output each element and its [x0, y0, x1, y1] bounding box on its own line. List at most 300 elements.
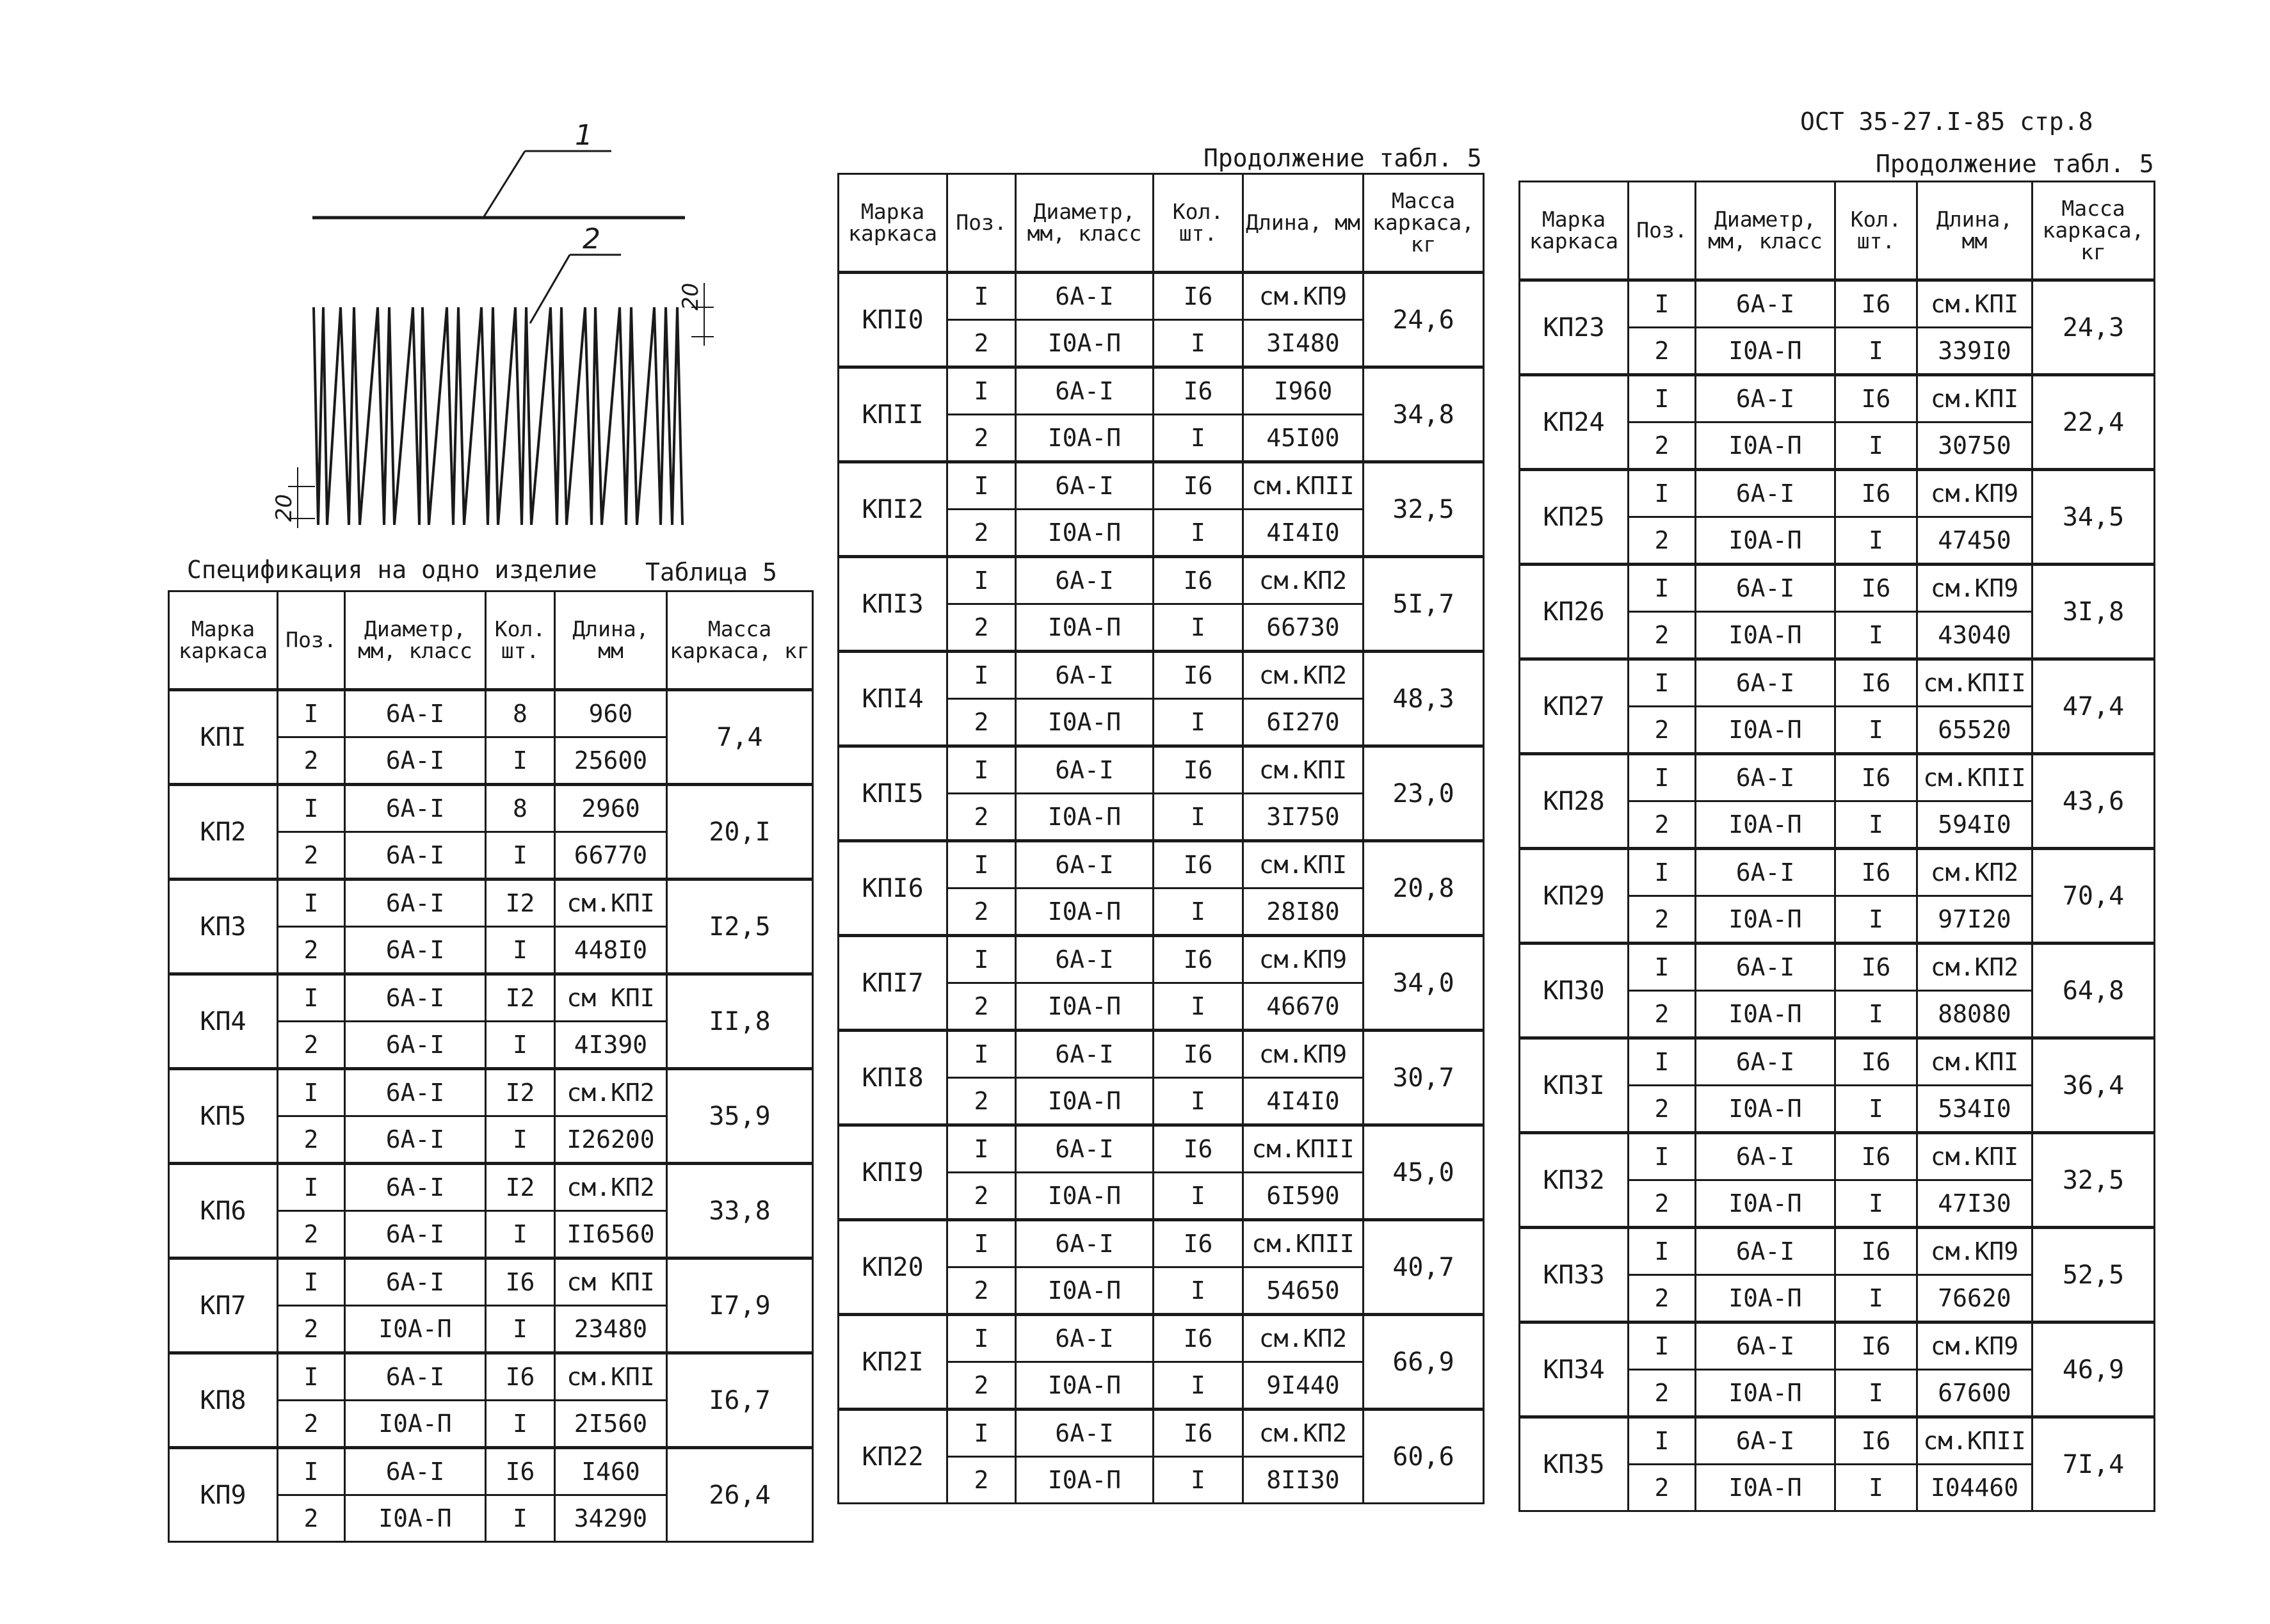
table-row	[839, 1410, 1484, 1457]
cell-diameter: 6А-I	[1016, 1410, 1154, 1457]
cell-mass: I6,7	[667, 1353, 813, 1448]
cell-diameter: I0А-П	[1696, 1180, 1835, 1228]
table-row	[169, 1069, 813, 1116]
cell-qty: I	[1154, 415, 1243, 462]
cell-qty: I	[1154, 888, 1243, 936]
frame-drawing	[192, 102, 717, 544]
cell-pos: 2	[947, 1362, 1016, 1410]
cell-length: 65520	[1917, 707, 2033, 754]
cell-length: 88080	[1917, 991, 2033, 1038]
cell-length: см.КП9	[1243, 936, 1364, 983]
cell-length: 8II30	[1243, 1457, 1364, 1504]
cell-diameter: I0А-П	[1016, 1457, 1154, 1504]
cell-pos: 2	[278, 1495, 345, 1542]
cell-diameter: 6А-I	[345, 1164, 486, 1211]
cell-pos: 2	[1629, 1275, 1696, 1323]
cell-length: 4I4I0	[1243, 510, 1364, 557]
cell-pos: 2	[947, 1173, 1016, 1220]
col-header-diameter: Диаметр, мм, класс	[345, 591, 486, 690]
cell-length: 3I480	[1243, 320, 1364, 367]
cell-diameter: 6А-I	[1696, 944, 1835, 991]
cell-mark: КПI	[169, 690, 278, 785]
cell-pos: I	[947, 1220, 1016, 1267]
cell-length: 2I560	[555, 1401, 667, 1448]
cell-length: см.КП9	[1243, 273, 1364, 320]
cell-pos: I	[278, 974, 345, 1022]
cell-qty: I	[1154, 699, 1243, 746]
cell-diameter: 6А-I	[345, 1116, 486, 1164]
cell-length: 9I440	[1243, 1362, 1364, 1410]
table-row	[1520, 1038, 2155, 1086]
cell-length: 339I0	[1917, 328, 2033, 375]
cell-qty: I	[1835, 517, 1917, 565]
cell-length: 47450	[1917, 517, 2033, 565]
table-row	[169, 1258, 813, 1306]
cell-qty: I6	[1835, 565, 1917, 612]
cell-mark: КП20	[839, 1220, 947, 1315]
cell-mass: 43,6	[2033, 754, 2155, 849]
cell-pos: 2	[947, 699, 1016, 746]
cell-qty: I	[1154, 320, 1243, 367]
cell-qty: 8	[486, 785, 555, 832]
cell-mass: 22,4	[2033, 375, 2155, 470]
cell-diameter: I0А-П	[1016, 510, 1154, 557]
cell-length: см.КП2	[1243, 1315, 1364, 1362]
cell-qty: I	[1154, 510, 1243, 557]
cell-diameter: 6А-I	[1696, 280, 1835, 328]
cell-mark: КП8	[169, 1353, 278, 1448]
cell-qty: I	[486, 1401, 555, 1448]
continuation-label-middle: Продолжение табл. 5	[1203, 144, 1482, 172]
cell-pos: 2	[1629, 991, 1696, 1038]
cell-length: 25600	[555, 737, 667, 785]
continuation-label-right: Продолжение табл. 5	[1876, 150, 2154, 178]
cell-mark: КП23	[1520, 280, 1629, 375]
cell-pos: 2	[278, 1116, 345, 1164]
cell-qty: I6	[1835, 1133, 1917, 1180]
table-row	[1520, 754, 2155, 801]
cell-length: 4I390	[555, 1022, 667, 1069]
cell-mass: 33,8	[667, 1164, 813, 1258]
cell-qty: I	[486, 1211, 555, 1258]
table-row	[1520, 565, 2155, 612]
cell-mass: 70,4	[2033, 849, 2155, 944]
cell-diameter: 6А-I	[345, 1022, 486, 1069]
cell-length: 960	[555, 690, 667, 737]
cell-pos: 2	[947, 888, 1016, 936]
cell-length: см.КПII	[1243, 462, 1364, 510]
cell-diameter: I0А-П	[1696, 1275, 1835, 1323]
cell-pos: I	[947, 1410, 1016, 1457]
cell-mark: КПI6	[839, 841, 947, 936]
cell-pos: 2	[947, 510, 1016, 557]
cell-length: см.КП2	[1917, 849, 2033, 896]
cell-pos: I	[1629, 1417, 1696, 1465]
cell-pos: I	[1629, 659, 1696, 707]
cell-pos: I	[947, 936, 1016, 983]
cell-pos: I	[947, 367, 1016, 415]
cell-pos: 2	[1629, 1180, 1696, 1228]
cell-pos: I	[1629, 375, 1696, 422]
cell-diameter: I0А-П	[345, 1306, 486, 1353]
cell-qty: I6	[1154, 273, 1243, 320]
cell-mark: КП25	[1520, 470, 1629, 565]
table-row	[839, 1315, 1484, 1362]
spec-table-1	[168, 590, 814, 1543]
cell-diameter: I0А-П	[1016, 1078, 1154, 1125]
cell-pos: 2	[278, 1211, 345, 1258]
cell-qty: I6	[1835, 1038, 1917, 1086]
cell-length: см.КП2	[555, 1164, 667, 1211]
cell-diameter: I0А-П	[1016, 888, 1154, 936]
cell-mass: 7I,4	[2033, 1417, 2155, 1511]
cell-length: I04460	[1917, 1465, 2033, 1511]
cell-qty: I6	[1154, 746, 1243, 794]
cell-diameter: I0А-П	[1016, 415, 1154, 462]
cell-qty: I6	[1835, 754, 1917, 801]
table-row	[839, 367, 1484, 415]
table-row	[839, 1125, 1484, 1173]
cell-pos: 2	[1629, 1086, 1696, 1133]
cell-length: см КПI	[555, 974, 667, 1022]
spec-table-3	[1518, 181, 2155, 1512]
cell-mark: КП24	[1520, 375, 1629, 470]
cell-length: 594I0	[1917, 801, 2033, 849]
cell-mark: КП26	[1520, 565, 1629, 659]
table-row	[1520, 849, 2155, 896]
col-header-mark: Марка каркаса	[169, 591, 278, 690]
cell-qty: I	[1835, 612, 1917, 659]
cell-qty: I6	[1835, 659, 1917, 707]
cell-mass: 48,3	[1364, 652, 1484, 746]
cell-length: см.КПI	[1917, 280, 2033, 328]
cell-qty: I6	[1835, 1417, 1917, 1465]
table-row	[839, 1220, 1484, 1267]
cell-mark: КПI8	[839, 1031, 947, 1125]
cell-pos: I	[278, 1258, 345, 1306]
cell-mark: КП29	[1520, 849, 1629, 944]
cell-qty: I2	[486, 880, 555, 927]
cell-pos: I	[278, 1448, 345, 1495]
cell-qty: I	[1835, 328, 1917, 375]
cell-length: 54650	[1243, 1267, 1364, 1315]
cell-length: 6I590	[1243, 1173, 1364, 1220]
col-header-mass: Масса каркаса, кг	[1364, 174, 1484, 273]
cell-diameter: 6А-I	[1016, 841, 1154, 888]
cell-pos: 2	[1629, 612, 1696, 659]
cell-length: см.КП9	[1917, 470, 2033, 517]
cell-qty: I	[1835, 1370, 1917, 1417]
cell-pos: I	[947, 557, 1016, 604]
cell-diameter: I0А-П	[345, 1495, 486, 1542]
cell-mass: 7,4	[667, 690, 813, 785]
table-row	[1520, 659, 2155, 707]
cell-qty: I	[1835, 1465, 1917, 1511]
cell-qty: I6	[1835, 849, 1917, 896]
cell-length: см КПI	[555, 1258, 667, 1306]
cell-length: 4I4I0	[1243, 1078, 1364, 1125]
cell-length: см.КП9	[1243, 1031, 1364, 1078]
cell-length: см.КПII	[1243, 1125, 1364, 1173]
cell-qty: I2	[486, 1069, 555, 1116]
cell-pos: I	[947, 1031, 1016, 1078]
cell-length: см.КП2	[1243, 1410, 1364, 1457]
cell-diameter: I0А-П	[1696, 991, 1835, 1038]
cell-diameter: 6А-I	[345, 737, 486, 785]
cell-length: 43040	[1917, 612, 2033, 659]
cell-mark: КП30	[1520, 944, 1629, 1038]
table-row	[839, 936, 1484, 983]
cell-length: см.КП2	[1243, 652, 1364, 699]
cell-mass: 32,5	[1364, 462, 1484, 557]
cell-length: 23480	[555, 1306, 667, 1353]
cell-diameter: I0А-П	[1016, 794, 1154, 841]
cell-diameter: 6А-I	[345, 1353, 486, 1401]
cell-diameter: 6А-I	[345, 832, 486, 880]
cell-diameter: I0А-П	[1696, 422, 1835, 470]
cell-pos: 2	[278, 832, 345, 880]
cell-qty: I	[1835, 801, 1917, 849]
cell-diameter: I0А-П	[1696, 801, 1835, 849]
cell-pos: I	[1629, 280, 1696, 328]
cell-qty: 8	[486, 690, 555, 737]
cell-pos: I	[1629, 754, 1696, 801]
table-row	[1520, 470, 2155, 517]
cell-qty: I	[1154, 1457, 1243, 1504]
cell-qty: I6	[1154, 1220, 1243, 1267]
cell-pos: I	[278, 880, 345, 927]
cell-length: II6560	[555, 1211, 667, 1258]
cell-pos: 2	[947, 1267, 1016, 1315]
cell-diameter: 6А-I	[1016, 746, 1154, 794]
cell-mark: КПI7	[839, 936, 947, 1031]
cell-length: см.КП9	[1917, 1323, 2033, 1370]
cell-qty: I6	[486, 1258, 555, 1306]
col-header-pos: Поз.	[947, 174, 1016, 273]
table-row	[1520, 1228, 2155, 1275]
cell-diameter: 6А-I	[1696, 1323, 1835, 1370]
table-row	[839, 557, 1484, 604]
cell-pos: I	[278, 1069, 345, 1116]
cell-length: 45I00	[1243, 415, 1364, 462]
col-header-diameter: Диаметр, мм, класс	[1016, 174, 1154, 273]
cell-qty: I	[1835, 1275, 1917, 1323]
cell-mass: 32,5	[2033, 1133, 2155, 1228]
cell-qty: I6	[486, 1353, 555, 1401]
cell-pos: 2	[1629, 422, 1696, 470]
cell-length: см.КП9	[1917, 1228, 2033, 1275]
cell-pos: 2	[947, 794, 1016, 841]
dim-top-label: 20	[678, 282, 704, 310]
cell-length: см.КПI	[1917, 1133, 2033, 1180]
cell-length: см.КПI	[1243, 841, 1364, 888]
cell-diameter: I0А-П	[1696, 517, 1835, 565]
table-row	[169, 974, 813, 1022]
cell-length: I460	[555, 1448, 667, 1495]
leader-1-diagonal	[483, 151, 525, 218]
cell-length: см.КПI	[1917, 1038, 2033, 1086]
cell-mass: 24,3	[2033, 280, 2155, 375]
cell-length: см.КПI	[1917, 375, 2033, 422]
cell-pos: 2	[947, 1457, 1016, 1504]
cell-length: см.КПI	[555, 1353, 667, 1401]
cell-pos: 2	[947, 415, 1016, 462]
cell-pos: I	[1629, 470, 1696, 517]
cell-diameter: 6А-I	[1696, 849, 1835, 896]
cell-diameter: 6А-I	[1696, 659, 1835, 707]
cell-length: см.КП2	[1917, 944, 2033, 991]
cell-diameter: 6А-I	[1696, 1228, 1835, 1275]
cell-diameter: 6А-I	[1696, 470, 1835, 517]
cell-qty: I6	[1154, 1315, 1243, 1362]
table-row	[169, 1164, 813, 1211]
page-header: ОСТ 35-27.I-85 стр.8	[1800, 108, 2093, 136]
cell-qty: I6	[1154, 367, 1243, 415]
cell-diameter: I0А-П	[1016, 699, 1154, 746]
cell-mark: КП3I	[1520, 1038, 1629, 1133]
cell-diameter: I0А-П	[1696, 707, 1835, 754]
cell-pos: 2	[278, 927, 345, 974]
col-header-pos: Поз.	[1629, 182, 1696, 280]
cell-diameter: 6А-I	[1016, 557, 1154, 604]
cell-qty: I	[1835, 422, 1917, 470]
cell-pos: I	[1629, 1323, 1696, 1370]
cell-qty: I	[486, 1022, 555, 1069]
table-row	[1520, 944, 2155, 991]
cell-pos: 2	[947, 604, 1016, 652]
table-row	[169, 785, 813, 832]
cell-pos: 2	[947, 320, 1016, 367]
table-row	[1520, 375, 2155, 422]
cell-length: 46670	[1243, 983, 1364, 1031]
table-title: Таблица 5	[645, 558, 777, 586]
cell-length: см.КПI	[1243, 746, 1364, 794]
table-row	[839, 652, 1484, 699]
cell-qty: I6	[1154, 1125, 1243, 1173]
cell-length: 3I750	[1243, 794, 1364, 841]
cell-length: 76620	[1917, 1275, 2033, 1323]
cell-pos: I	[947, 746, 1016, 794]
cell-pos: I	[1629, 944, 1696, 991]
cell-diameter: 6А-I	[345, 690, 486, 737]
col-header-mark: Марка каркаса	[1520, 182, 1629, 280]
cell-mark: КП28	[1520, 754, 1629, 849]
cell-pos: I	[1629, 1133, 1696, 1180]
cell-pos: 2	[947, 1078, 1016, 1125]
cell-pos: 2	[1629, 1465, 1696, 1511]
cell-diameter: I0А-П	[1696, 1370, 1835, 1417]
cell-diameter: 6А-I	[345, 1069, 486, 1116]
cell-mark: КП32	[1520, 1133, 1629, 1228]
cell-pos: 2	[1629, 517, 1696, 565]
cell-diameter: I0А-П	[1696, 328, 1835, 375]
cell-qty: I6	[1154, 1410, 1243, 1457]
cell-qty: I6	[1154, 1031, 1243, 1078]
cell-mark: КП34	[1520, 1323, 1629, 1417]
cell-mark: КП3	[169, 880, 278, 974]
cell-qty: I6	[1154, 936, 1243, 983]
cell-diameter: 6А-I	[345, 785, 486, 832]
cell-qty: I	[1835, 1086, 1917, 1133]
cell-mass: 24,6	[1364, 273, 1484, 367]
table-row	[169, 1448, 813, 1495]
cell-mark: КПI9	[839, 1125, 947, 1220]
leader-2-label: 2	[583, 223, 600, 255]
cell-diameter: 6А-I	[1696, 565, 1835, 612]
cell-diameter: 6А-I	[1696, 375, 1835, 422]
cell-qty: I6	[1835, 470, 1917, 517]
col-header-pos: Поз.	[278, 591, 345, 690]
cell-diameter: I0А-П	[1016, 983, 1154, 1031]
cell-qty: I	[1835, 896, 1917, 944]
cell-qty: I	[1154, 604, 1243, 652]
cell-mark: КПI3	[839, 557, 947, 652]
cell-qty: I	[1835, 707, 1917, 754]
cell-mass: 5I,7	[1364, 557, 1484, 652]
cell-diameter: 6А-I	[1696, 754, 1835, 801]
cell-qty: I6	[1154, 557, 1243, 604]
cell-diameter: 6А-I	[345, 1258, 486, 1306]
cell-diameter: 6А-I	[1696, 1133, 1835, 1180]
cell-length: 67600	[1917, 1370, 2033, 1417]
cell-qty: I	[1154, 1173, 1243, 1220]
cell-qty: I	[1154, 794, 1243, 841]
cell-pos: 2	[1629, 896, 1696, 944]
cell-diameter: 6А-I	[345, 1448, 486, 1495]
cell-qty: I	[486, 1116, 555, 1164]
cell-qty: I	[486, 1306, 555, 1353]
cell-qty: I2	[486, 1164, 555, 1211]
cell-qty: I6	[1154, 841, 1243, 888]
cell-diameter: 6А-I	[345, 974, 486, 1022]
col-header-length: Длина, мм	[1243, 174, 1364, 273]
cell-qty: I	[486, 832, 555, 880]
cell-mass: I2,5	[667, 880, 813, 974]
cell-mark: КП22	[839, 1410, 947, 1504]
cell-qty: I	[1835, 1180, 1917, 1228]
cell-diameter: 6А-I	[1016, 652, 1154, 699]
cell-length: 534I0	[1917, 1086, 2033, 1133]
cell-pos: I	[278, 1164, 345, 1211]
cell-length: см.КП2	[555, 1069, 667, 1116]
cell-mass: 46,9	[2033, 1323, 2155, 1417]
cell-mass: 30,7	[1364, 1031, 1484, 1125]
cell-diameter: 6А-I	[1016, 273, 1154, 320]
cell-diameter: 6А-I	[1016, 936, 1154, 983]
cell-mark: КП4	[169, 974, 278, 1069]
cell-pos: I	[1629, 1228, 1696, 1275]
cell-qty: I6	[1154, 462, 1243, 510]
cell-pos: 2	[278, 737, 345, 785]
cell-qty: I	[1154, 1267, 1243, 1315]
cell-diameter: I0А-П	[1696, 896, 1835, 944]
table-row	[839, 462, 1484, 510]
cell-diameter: I0А-П	[1016, 604, 1154, 652]
cell-mark: КПI2	[839, 462, 947, 557]
cell-length: см.КПI	[555, 880, 667, 927]
cell-qty: I6	[1835, 1228, 1917, 1275]
cell-length: 2960	[555, 785, 667, 832]
cell-length: см.КПII	[1917, 754, 2033, 801]
cell-mass: 52,5	[2033, 1228, 2155, 1323]
cell-mass: 34,8	[1364, 367, 1484, 462]
cell-diameter: I0А-П	[1696, 1465, 1835, 1511]
cell-qty: I	[486, 737, 555, 785]
cell-mass: 34,0	[1364, 936, 1484, 1031]
cell-pos: 2	[1629, 328, 1696, 375]
cell-mass: 60,6	[1364, 1410, 1484, 1504]
table-row	[839, 273, 1484, 320]
